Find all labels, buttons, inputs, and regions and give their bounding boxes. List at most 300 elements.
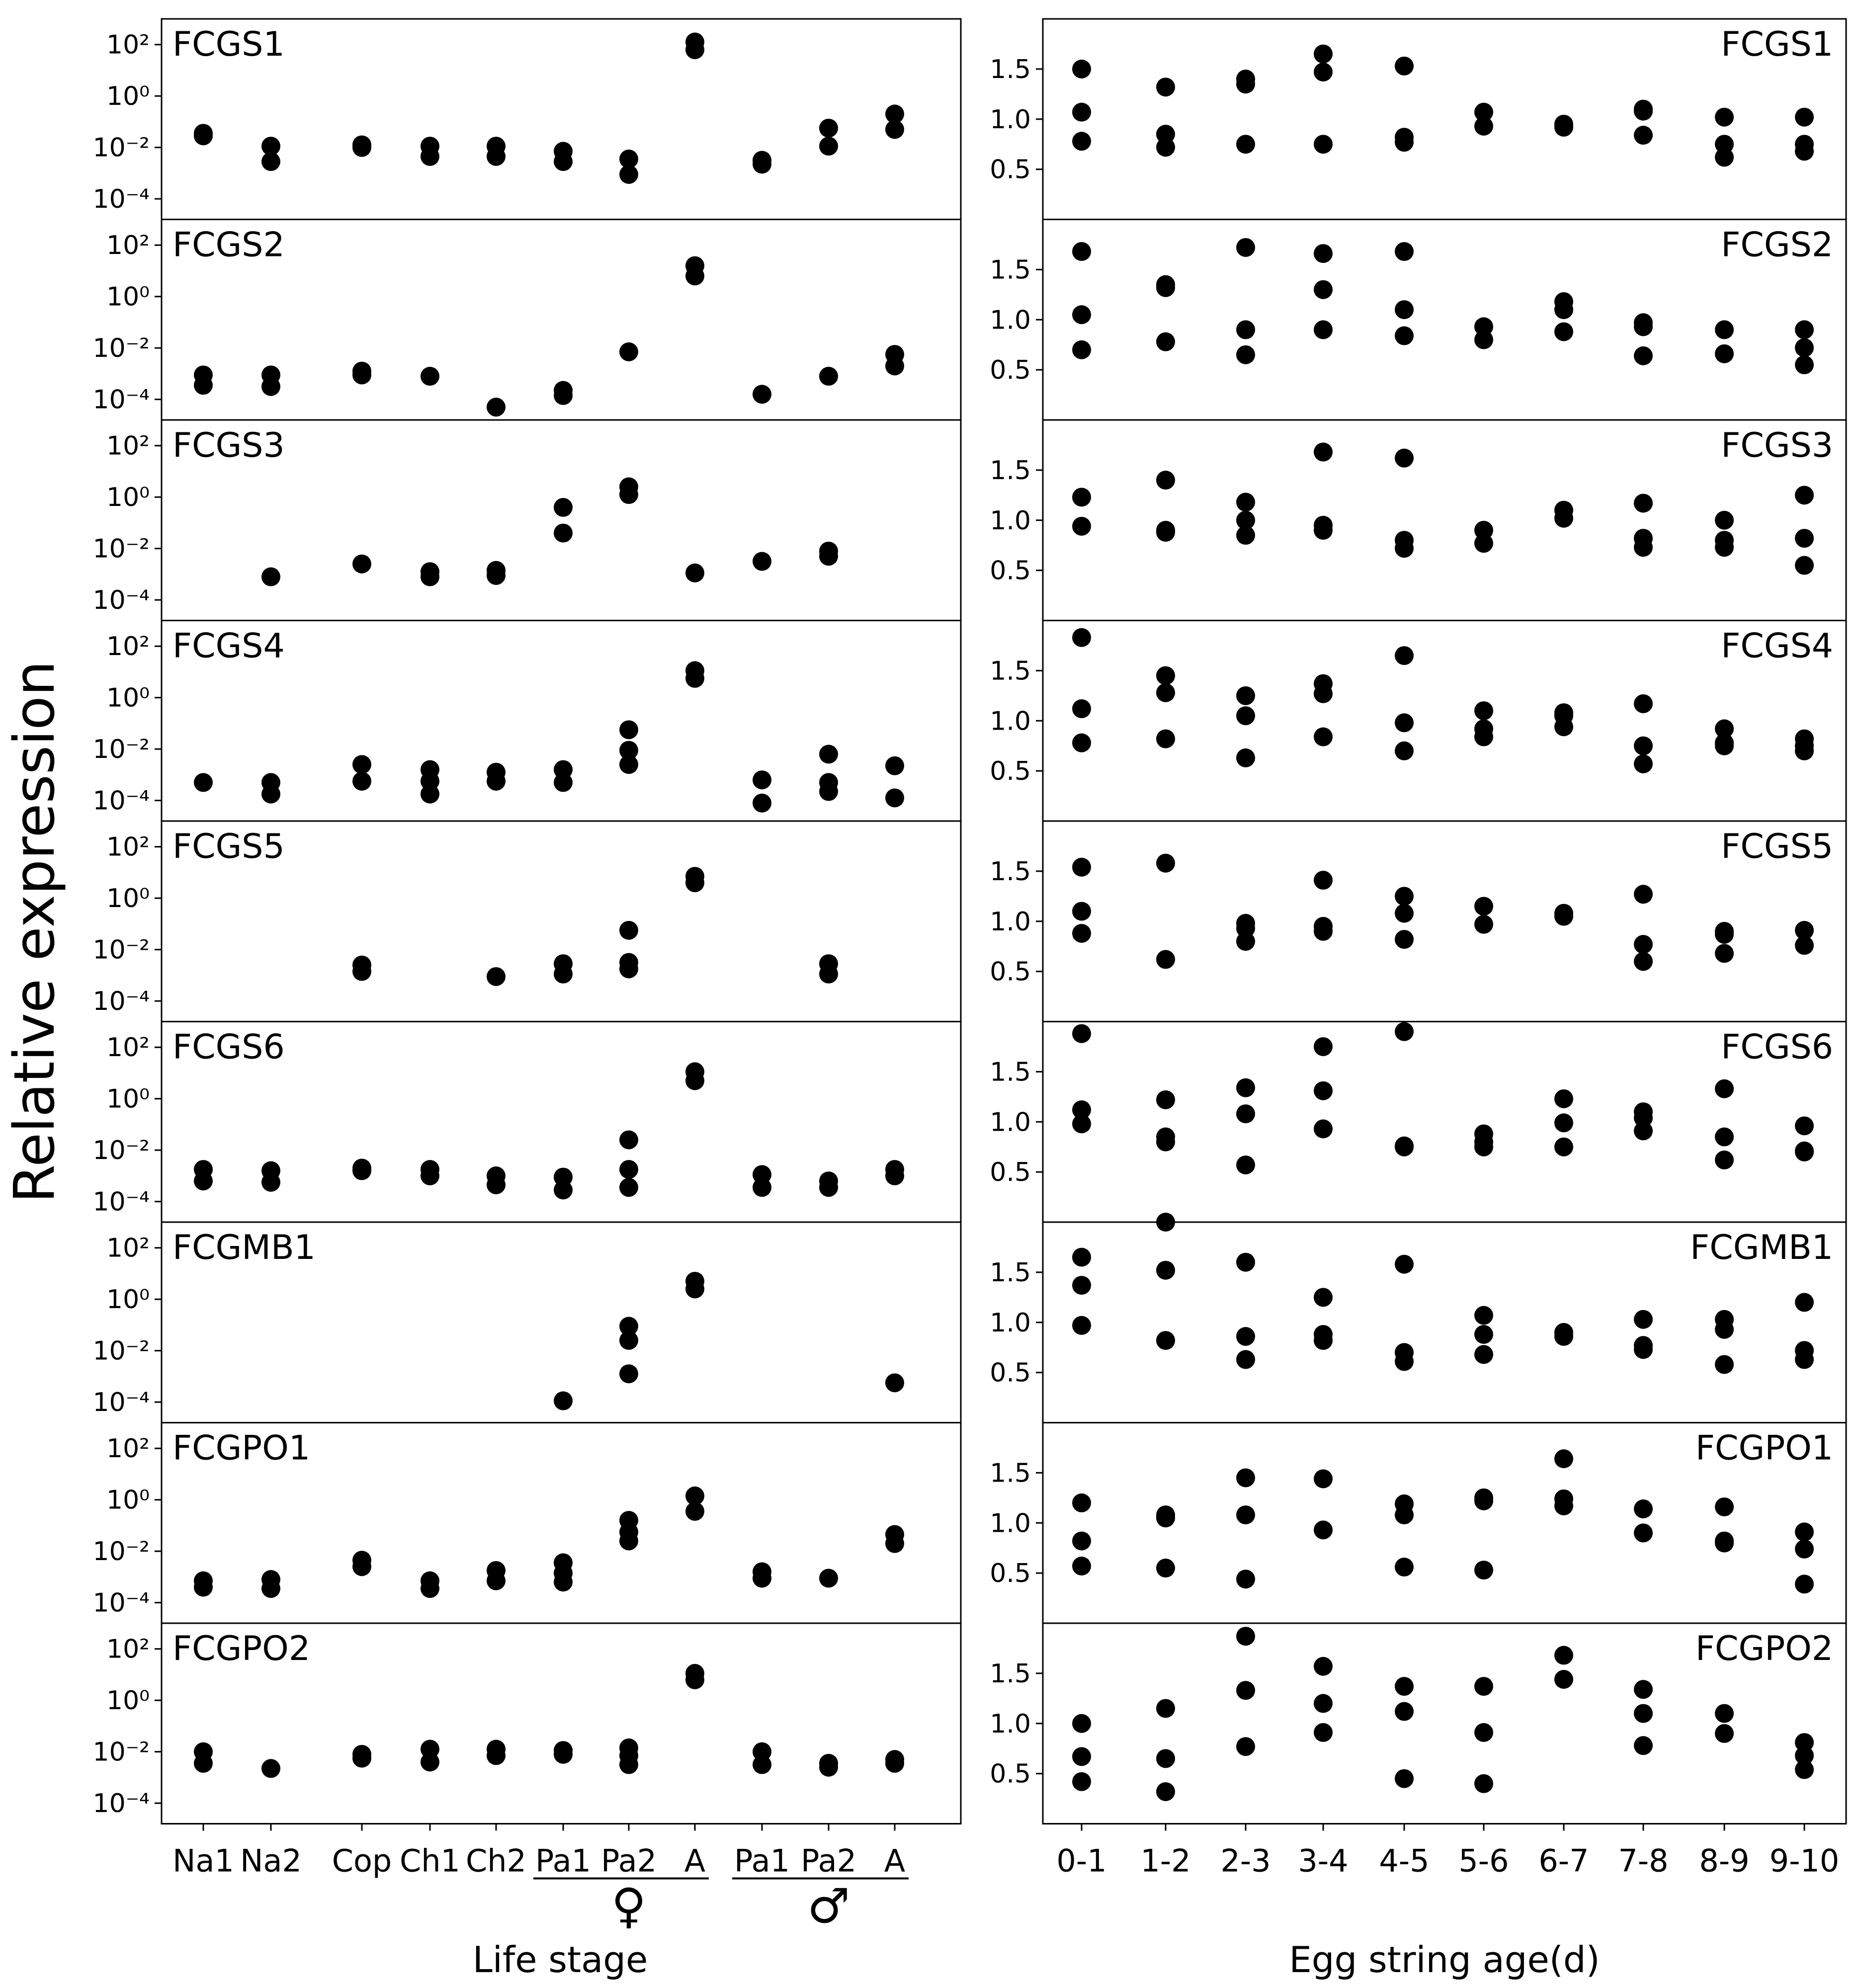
right-data-point-fcgs4-4-5	[1395, 646, 1414, 665]
right-data-point-fcgs3-8-9	[1715, 538, 1734, 557]
left-data-point-fcgs2-ch2	[487, 398, 506, 416]
right-data-point-fcgs5-4-5	[1395, 930, 1414, 949]
right-data-point-fcgpo1-0-1	[1072, 1532, 1091, 1551]
right-data-point-fcgs3-0-1	[1072, 488, 1091, 506]
right-data-point-fcgs2-4-5	[1395, 242, 1414, 261]
right-data-point-fcgpo1-1-2	[1156, 1508, 1175, 1527]
left-data-point-fcgs1-ch2	[487, 147, 506, 166]
right-y-tick-label: 1.5	[990, 1257, 1031, 1288]
left-data-point-fcgs2-cop	[352, 365, 371, 384]
right-data-point-fcgs2-3-4	[1314, 280, 1333, 299]
left-data-point-fcgs5-ch2	[487, 967, 506, 986]
right-y-tick-label: 0.5	[990, 1358, 1031, 1388]
right-data-point-fcgpo2-4-5	[1395, 1677, 1414, 1696]
left-y-tick-label: 10²	[106, 30, 150, 60]
left-data-point-fcgs6-pa2	[619, 1130, 638, 1149]
left-data-point-fcgs3-pa2	[819, 547, 838, 566]
right-panel-fcgmb1	[990, 1213, 1846, 1423]
right-data-point-fcgs6-6-7	[1554, 1113, 1573, 1132]
right-data-point-fcgs1-3-4	[1314, 45, 1333, 64]
right-data-point-fcgmb1-5-6	[1474, 1325, 1493, 1344]
left-y-tick-label: 10⁻²	[92, 935, 150, 965]
right-data-point-fcgpo2-6-7	[1554, 1646, 1573, 1665]
right-data-point-fcgpo1-6-7	[1554, 1496, 1573, 1515]
right-data-point-fcgpo2-3-4	[1314, 1657, 1333, 1676]
right-data-point-fcgs1-0-1	[1072, 60, 1091, 79]
right-data-point-fcgpo2-7-8	[1634, 1680, 1653, 1699]
left-panel-fcgpo1	[93, 1423, 961, 1624]
right-data-point-fcgs6-1-2	[1156, 1090, 1175, 1109]
right-data-point-fcgs1-0-1	[1072, 103, 1091, 122]
left-data-point-fcgs1-pa1	[753, 155, 771, 173]
left-data-point-fcgs6-a	[685, 1071, 704, 1090]
left-data-point-fcgs6-pa1	[554, 1180, 573, 1199]
right-gene-label: FCGS1	[1721, 25, 1833, 64]
right-data-point-fcgs1-4-5	[1395, 133, 1414, 152]
right-data-point-fcgpo1-4-5	[1395, 1505, 1414, 1524]
right-data-point-fcgs4-4-5	[1395, 713, 1414, 732]
left-data-point-fcgpo1-na2	[261, 1579, 280, 1598]
right-data-point-fcgs1-1-2	[1156, 138, 1175, 157]
right-data-point-fcgs6-0-1	[1072, 1024, 1091, 1043]
left-gene-label: FCGS6	[172, 1027, 285, 1067]
left-data-point-fcgs5-pa2	[619, 959, 638, 978]
panels	[93, 19, 1846, 1831]
left-data-point-fcgs3-a	[685, 564, 704, 582]
right-data-point-fcgs2-4-5	[1395, 300, 1414, 319]
left-y-tick-label: 10⁻⁴	[92, 1588, 150, 1618]
right-data-point-fcgs5-0-1	[1072, 924, 1091, 943]
right-data-point-fcgpo1-7-8	[1634, 1499, 1653, 1518]
right-data-point-fcgs2-3-4	[1314, 244, 1333, 263]
right-y-tick-label: 1.0	[990, 1308, 1031, 1338]
left-data-point-fcgs2-a	[685, 266, 704, 285]
right-gene-label: FCGS5	[1721, 827, 1833, 866]
left-y-tick-label: 10⁻²	[92, 1336, 150, 1366]
right-y-tick-label: 1.0	[990, 305, 1031, 335]
right-data-point-fcgs3-5-6	[1474, 534, 1493, 553]
male-symbol: ♂	[807, 1878, 850, 1934]
right-data-point-fcgs4-7-8	[1634, 737, 1653, 755]
right-panel-fcgpo2	[990, 1623, 1846, 1831]
left-data-point-fcgs1-pa1	[554, 152, 573, 171]
right-data-point-fcgpo2-9-10	[1795, 1760, 1814, 1779]
right-data-point-fcgs2-7-8	[1634, 317, 1653, 336]
right-x-tick-label-5-6: 5-6	[1458, 1842, 1509, 1879]
right-panel-fcgs5	[990, 821, 1846, 1022]
right-data-point-fcgs3-4-5	[1395, 539, 1414, 558]
left-x-tick-label-pa1: Pa1	[734, 1842, 790, 1879]
right-data-point-fcgs3-6-7	[1554, 509, 1573, 528]
left-data-point-fcgs6-pa2	[819, 1178, 838, 1197]
right-x-tick-label-9-10: 9-10	[1769, 1842, 1840, 1879]
left-y-tick-label: 10²	[106, 1634, 150, 1664]
right-data-point-fcgpo1-2-3	[1236, 1505, 1255, 1524]
left-data-point-fcgs6-pa2	[619, 1160, 638, 1179]
left-data-point-fcgpo2-pa1	[753, 1755, 771, 1774]
right-data-point-fcgs6-8-9	[1715, 1079, 1734, 1098]
left-y-tick-label: 10²	[106, 431, 150, 461]
right-data-point-fcgs5-3-4	[1314, 871, 1333, 890]
left-data-point-fcgs3-ch1	[421, 568, 439, 586]
right-y-tick-label: 1.5	[990, 255, 1031, 285]
right-data-point-fcgs3-1-2	[1156, 523, 1175, 542]
right-data-point-fcgs6-6-7	[1554, 1138, 1573, 1157]
left-data-point-fcgs4-pa2	[619, 755, 638, 774]
left-panel-fcgmb1	[93, 1222, 961, 1423]
left-y-tick-label: 10⁰	[106, 483, 150, 513]
right-y-tick-label: 1.0	[990, 104, 1031, 135]
right-data-point-fcgmb1-8-9	[1715, 1355, 1734, 1374]
left-x-tick-labels	[172, 1843, 905, 1879]
left-data-point-fcgpo2-ch1	[421, 1752, 439, 1771]
left-data-point-fcgpo2-a	[885, 1754, 904, 1773]
left-data-point-fcgs4-cop	[352, 772, 371, 791]
left-panel-fcgpo2	[93, 1623, 961, 1831]
left-data-point-fcgpo2-ch2	[487, 1746, 506, 1765]
right-x-tick-label-6-7: 6-7	[1538, 1842, 1589, 1879]
right-data-point-fcgs2-1-2	[1156, 278, 1175, 297]
left-data-point-fcgs3-ch2	[487, 566, 506, 585]
left-data-point-fcgpo2-na2	[261, 1759, 280, 1778]
right-data-point-fcgs4-0-1	[1072, 699, 1091, 718]
right-data-point-fcgpo2-2-3	[1236, 1681, 1255, 1700]
right-data-point-fcgs5-5-6	[1474, 915, 1493, 934]
right-data-point-fcgpo1-5-6	[1474, 1491, 1493, 1510]
right-data-point-fcgs6-1-2	[1156, 1133, 1175, 1152]
right-data-point-fcgs4-7-8	[1634, 754, 1653, 773]
right-y-tick-label: 1.0	[990, 1709, 1031, 1739]
y-axis-label: Relative expression	[2, 661, 67, 1203]
right-data-point-fcgmb1-0-1	[1072, 1276, 1091, 1295]
left-data-point-fcgs6-pa2	[619, 1178, 638, 1197]
right-data-point-fcgpo2-1-2	[1156, 1749, 1175, 1768]
right-data-point-fcgpo1-8-9	[1715, 1534, 1734, 1553]
right-data-point-fcgs2-2-3	[1236, 238, 1255, 257]
left-y-tick-label: 10²	[106, 632, 150, 662]
left-y-tick-label: 10⁻²	[92, 133, 150, 163]
right-data-point-fcgs3-0-1	[1072, 517, 1091, 536]
right-data-point-fcgs5-1-2	[1156, 950, 1175, 969]
left-data-point-fcgmb1-a	[885, 1373, 904, 1392]
right-data-point-fcgs6-2-3	[1236, 1104, 1255, 1123]
right-data-point-fcgmb1-9-10	[1795, 1293, 1814, 1312]
left-y-tick-label: 10⁻²	[92, 1737, 150, 1767]
right-data-point-fcgs2-9-10	[1795, 355, 1814, 374]
left-data-point-fcgs2-ch1	[421, 367, 439, 386]
left-data-point-fcgs1-na2	[261, 152, 280, 171]
right-data-point-fcgmb1-7-8	[1634, 1310, 1653, 1329]
right-data-point-fcgs4-0-1	[1072, 628, 1091, 647]
right-data-point-fcgpo1-9-10	[1795, 1540, 1814, 1559]
right-data-point-fcgs1-3-4	[1314, 135, 1333, 154]
right-data-point-fcgs3-2-3	[1236, 526, 1255, 545]
right-data-point-fcgs1-4-5	[1395, 57, 1414, 76]
left-data-point-fcgs1-na1	[194, 126, 213, 145]
right-data-point-fcgpo1-9-10	[1795, 1522, 1814, 1541]
right-data-point-fcgmb1-0-1	[1072, 1316, 1091, 1335]
right-data-point-fcgs4-8-9	[1715, 737, 1734, 755]
right-data-point-fcgmb1-8-9	[1715, 1320, 1734, 1339]
right-data-point-fcgmb1-5-6	[1474, 1306, 1493, 1325]
left-data-point-fcgs4-a	[885, 788, 904, 807]
left-data-point-fcgs4-pa1	[753, 794, 771, 813]
right-data-point-fcgs4-7-8	[1634, 694, 1653, 713]
right-data-point-fcgs6-5-6	[1474, 1138, 1493, 1157]
right-data-point-fcgs6-9-10	[1795, 1143, 1814, 1161]
female-symbol: ♀	[611, 1878, 647, 1934]
right-data-point-fcgs3-3-4	[1314, 521, 1333, 540]
right-data-point-fcgs1-9-10	[1795, 108, 1814, 127]
right-data-point-fcgs3-3-4	[1314, 443, 1333, 462]
left-y-tick-label: 10²	[106, 1233, 150, 1263]
right-data-point-fcgpo1-0-1	[1072, 1557, 1091, 1575]
right-y-tick-label: 1.5	[990, 1658, 1031, 1689]
left-y-tick-label: 10²	[106, 832, 150, 862]
left-data-point-fcgs3-pa2	[619, 485, 638, 504]
left-data-point-fcgpo1-pa2	[619, 1531, 638, 1550]
right-data-point-fcgs6-9-10	[1795, 1116, 1814, 1135]
right-data-point-fcgs5-9-10	[1795, 936, 1814, 955]
right-data-point-fcgs2-3-4	[1314, 320, 1333, 339]
left-x-tick-label-a: A	[884, 1842, 906, 1879]
right-data-point-fcgs2-1-2	[1156, 332, 1175, 351]
right-data-point-fcgs2-2-3	[1236, 320, 1255, 339]
left-data-point-fcgmb1-pa1	[554, 1392, 573, 1410]
right-data-point-fcgs3-9-10	[1795, 529, 1814, 548]
right-gene-label: FCGPO2	[1695, 1629, 1833, 1668]
right-panel-fcgs1	[990, 19, 1846, 220]
right-data-point-fcgs1-0-1	[1072, 132, 1091, 151]
right-data-point-fcgs1-2-3	[1236, 75, 1255, 93]
left-y-tick-label: 10⁻⁴	[92, 1789, 150, 1819]
left-y-tick-label: 10⁻⁴	[92, 184, 150, 215]
right-y-tick-label: 1.5	[990, 1458, 1031, 1489]
left-x-tick-label-pa1: Pa1	[535, 1842, 592, 1879]
right-data-point-fcgs4-5-6	[1474, 701, 1493, 720]
right-data-point-fcgs4-5-6	[1474, 728, 1493, 746]
left-data-point-fcgpo2-a	[685, 1670, 704, 1689]
right-data-point-fcgmb1-1-2	[1156, 1331, 1175, 1350]
left-panel-fcgs4	[93, 621, 961, 822]
right-gene-label: FCGS4	[1721, 626, 1833, 666]
right-data-point-fcgs6-4-5	[1395, 1022, 1414, 1041]
left-x-tick-label-ch1: Ch1	[399, 1842, 461, 1879]
right-y-tick-label: 0.5	[990, 957, 1031, 987]
left-data-point-fcgs6-na1	[194, 1171, 213, 1190]
left-gene-label: FCGPO2	[172, 1629, 311, 1668]
left-x-tick-label-cop: Cop	[332, 1842, 392, 1879]
right-y-tick-label: 0.5	[990, 155, 1031, 185]
right-data-point-fcgmb1-2-3	[1236, 1253, 1255, 1272]
left-data-point-fcgs5-cop	[352, 962, 371, 981]
right-data-point-fcgs3-9-10	[1795, 556, 1814, 575]
left-data-point-fcgs4-pa2	[819, 782, 838, 801]
left-data-point-fcgs5-a	[685, 873, 704, 892]
right-data-point-fcgs4-1-2	[1156, 730, 1175, 748]
right-data-point-fcgs4-9-10	[1795, 742, 1814, 760]
right-panel-fcgs2	[990, 220, 1846, 420]
right-data-point-fcgs3-4-5	[1395, 449, 1414, 468]
right-data-point-fcgpo1-3-4	[1314, 1520, 1333, 1539]
left-panel-fcgs2	[93, 220, 961, 420]
right-data-point-fcgs2-0-1	[1072, 305, 1091, 324]
left-y-tick-label: 10²	[106, 231, 150, 261]
right-data-point-fcgpo1-4-5	[1395, 1558, 1414, 1576]
left-y-tick-label: 10⁻²	[92, 1136, 150, 1166]
right-data-point-fcgs3-9-10	[1795, 486, 1814, 504]
left-data-point-fcgs4-ch2	[487, 772, 506, 791]
right-data-point-fcgs4-2-3	[1236, 686, 1255, 705]
right-data-point-fcgpo1-2-3	[1236, 1570, 1255, 1588]
right-data-point-fcgs2-5-6	[1474, 331, 1493, 349]
left-gene-label: FCGS4	[172, 626, 285, 666]
right-data-point-fcgpo2-7-8	[1634, 1736, 1653, 1755]
right-data-point-fcgs3-8-9	[1715, 511, 1734, 530]
right-data-point-fcgpo2-4-5	[1395, 1702, 1414, 1721]
right-data-point-fcgpo1-2-3	[1236, 1468, 1255, 1487]
left-x-tick-label-pa2: Pa2	[600, 1842, 657, 1879]
left-panel-fcgs3	[93, 420, 961, 621]
right-data-point-fcgs2-4-5	[1395, 327, 1414, 345]
right-data-point-fcgpo2-7-8	[1634, 1704, 1653, 1723]
left-data-point-fcgpo1-ch2	[487, 1572, 506, 1590]
right-data-point-fcgpo2-1-2	[1156, 1699, 1175, 1718]
left-y-tick-label: 10⁰	[106, 82, 150, 112]
right-data-point-fcgs6-8-9	[1715, 1151, 1734, 1169]
right-y-tick-label: 0.5	[990, 1158, 1031, 1188]
right-y-tick-label: 1.0	[990, 1107, 1031, 1138]
right-y-tick-label: 1.0	[990, 907, 1031, 937]
right-data-point-fcgmb1-2-3	[1236, 1350, 1255, 1369]
right-data-point-fcgs1-7-8	[1634, 102, 1653, 121]
left-data-point-fcgs3-pa1	[554, 524, 573, 543]
left-data-point-fcgs2-na1	[194, 376, 213, 395]
right-y-tick-label: 1.5	[990, 1057, 1031, 1087]
left-x-tick-label-na1: Na1	[172, 1842, 234, 1879]
left-x-tick-label-ch2: Ch2	[465, 1842, 527, 1879]
right-data-point-fcgs1-6-7	[1554, 118, 1573, 137]
left-data-point-fcgs1-ch1	[421, 147, 439, 166]
left-data-point-fcgs6-ch2	[487, 1175, 506, 1194]
left-panel-fcgs1	[93, 19, 961, 220]
right-data-point-fcgpo2-5-6	[1474, 1723, 1493, 1742]
left-gene-label: FCGS3	[172, 426, 285, 465]
right-data-point-fcgs6-3-4	[1314, 1081, 1333, 1100]
left-y-tick-label: 10⁰	[106, 884, 150, 914]
left-data-point-fcgs1-cop	[352, 138, 371, 157]
right-gene-label: FCGS3	[1721, 426, 1833, 465]
right-data-point-fcgs2-0-1	[1072, 242, 1091, 261]
right-data-point-fcgs5-7-8	[1634, 952, 1653, 971]
right-data-point-fcgs5-4-5	[1395, 887, 1414, 906]
right-data-point-fcgs6-3-4	[1314, 1037, 1333, 1056]
left-y-tick-label: 10⁰	[106, 1285, 150, 1315]
right-data-point-fcgs2-6-7	[1554, 322, 1573, 341]
left-data-point-fcgpo1-pa2	[819, 1569, 838, 1587]
left-panel-fcgs6	[93, 1022, 961, 1223]
left-panel-fcgs5	[93, 821, 961, 1022]
right-data-point-fcgmb1-6-7	[1554, 1327, 1573, 1346]
right-data-point-fcgs5-0-1	[1072, 902, 1091, 921]
left-data-point-fcgs3-pa1	[554, 498, 573, 517]
right-y-tick-label: 0.5	[990, 756, 1031, 787]
right-data-point-fcgs4-6-7	[1554, 717, 1573, 736]
left-y-tick-label: 10²	[106, 1434, 150, 1464]
right-data-point-fcgs3-1-2	[1156, 471, 1175, 490]
left-x-tick-label-na2: Na2	[240, 1842, 302, 1879]
right-data-point-fcgs2-7-8	[1634, 346, 1653, 365]
right-data-point-fcgmb1-0-1	[1072, 1248, 1091, 1267]
left-data-point-fcgs4-a	[885, 756, 904, 775]
left-data-point-fcgs1-pa2	[819, 137, 838, 156]
right-data-point-fcgpo2-0-1	[1072, 1772, 1091, 1791]
right-y-tick-label: 1.0	[990, 505, 1031, 536]
right-data-point-fcgs4-2-3	[1236, 748, 1255, 767]
right-data-point-fcgs4-0-1	[1072, 734, 1091, 752]
right-data-point-fcgmb1-1-2	[1156, 1261, 1175, 1280]
right-data-point-fcgs4-4-5	[1395, 742, 1414, 760]
right-data-point-fcgs1-3-4	[1314, 63, 1333, 82]
right-data-point-fcgmb1-9-10	[1795, 1350, 1814, 1369]
right-data-point-fcgs5-0-1	[1072, 858, 1091, 877]
left-y-tick-label: 10⁰	[106, 1686, 150, 1716]
right-data-point-fcgmb1-3-4	[1314, 1331, 1333, 1350]
left-data-point-fcgs4-pa1	[554, 773, 573, 792]
left-data-point-fcgpo2-cop	[352, 1749, 371, 1768]
left-y-tick-label: 10²	[106, 1033, 150, 1063]
left-gene-label: FCGS5	[172, 827, 285, 866]
left-gene-label: FCGMB1	[172, 1228, 316, 1267]
right-y-tick-label: 0.5	[990, 1759, 1031, 1789]
left-data-point-fcgs4-pa1	[753, 770, 771, 789]
right-x-axis-label: Egg string age(d)	[1289, 1939, 1600, 1981]
right-gene-label: FCGS6	[1721, 1027, 1833, 1067]
left-data-point-fcgpo1-na1	[194, 1578, 213, 1597]
left-data-point-fcgs6-ch1	[421, 1166, 439, 1185]
right-data-point-fcgs6-0-1	[1072, 1114, 1091, 1133]
left-data-point-fcgs2-pa2	[619, 342, 638, 361]
right-data-point-fcgs6-3-4	[1314, 1119, 1333, 1138]
right-data-point-fcgpo2-0-1	[1072, 1714, 1091, 1733]
right-data-point-fcgpo1-7-8	[1634, 1523, 1653, 1542]
right-x-tick-label-4-5: 4-5	[1379, 1842, 1430, 1879]
left-data-point-fcgpo2-pa2	[619, 1755, 638, 1774]
left-y-tick-label: 10⁰	[106, 1485, 150, 1515]
left-y-tick-label: 10⁰	[106, 683, 150, 713]
right-data-point-fcgpo2-6-7	[1554, 1670, 1573, 1689]
left-y-tick-label: 10⁰	[106, 282, 150, 312]
left-data-point-fcgs1-pa2	[819, 119, 838, 138]
right-data-point-fcgs1-5-6	[1474, 117, 1493, 136]
left-y-tick-label: 10⁻²	[92, 1537, 150, 1567]
left-x-axis-label: Life stage	[472, 1939, 648, 1981]
right-data-point-fcgs5-6-7	[1554, 907, 1573, 926]
left-data-point-fcgmb1-a	[685, 1280, 704, 1299]
right-data-point-fcgs5-7-8	[1634, 885, 1653, 904]
left-gene-label: FCGS2	[172, 225, 285, 265]
right-data-point-fcgs6-6-7	[1554, 1089, 1573, 1108]
right-data-point-fcgpo2-8-9	[1715, 1704, 1734, 1723]
right-x-tick-label-7-8: 7-8	[1618, 1842, 1669, 1879]
right-y-tick-label: 0.5	[990, 556, 1031, 586]
right-data-point-fcgs5-5-6	[1474, 897, 1493, 915]
right-data-point-fcgs4-3-4	[1314, 684, 1333, 703]
right-gene-label: FCGMB1	[1690, 1228, 1833, 1267]
right-data-point-fcgs3-7-8	[1634, 494, 1653, 512]
left-data-point-fcgs1-a	[685, 40, 704, 59]
right-data-point-fcgpo1-6-7	[1554, 1449, 1573, 1468]
